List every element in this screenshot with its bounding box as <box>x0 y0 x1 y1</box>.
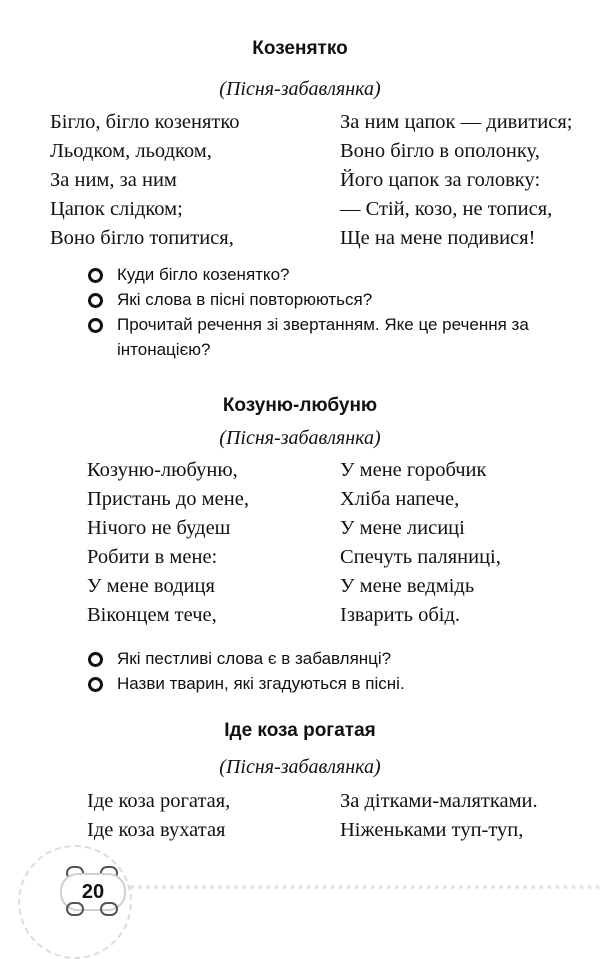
circle-bullet-icon <box>88 677 103 692</box>
verse-line: Бігло, бігло козенятко <box>50 111 240 133</box>
section-3-left-column <box>87 787 230 845</box>
verse-line: Ніженьками туп-туп, <box>340 819 524 841</box>
verse-line: Льодком, льодком, <box>50 140 212 162</box>
ring-icon <box>100 902 118 916</box>
verse-line: У мене горобчик <box>340 459 487 481</box>
verse-line: Пристань до мене, <box>87 488 249 510</box>
circle-bullet-icon <box>88 652 103 667</box>
verse-line: Ще на мене подивися! <box>340 227 536 249</box>
question-item: Куди бігло козенятко? <box>85 262 590 287</box>
verse-line: Спечуть паляниці, <box>340 546 501 568</box>
verse-line: У мене лисиці <box>340 517 465 539</box>
ring-icon <box>66 902 84 916</box>
decorative-dotted-line <box>130 885 600 889</box>
section-1-subtitle: (Пісня-забавлянка) <box>219 78 381 100</box>
section-2-right-column <box>340 456 501 630</box>
verse-line: — Стій, козо, не топися, <box>340 198 553 220</box>
section-3-subtitle: (Пісня-забавлянка) <box>219 756 381 778</box>
section-3-right-column <box>340 787 538 845</box>
verse-line: У мене ведмідь <box>340 575 475 597</box>
section-1-title: Козенятко <box>252 38 348 59</box>
section-2-title: Козуню-любуню <box>222 395 378 416</box>
section-1-right-column <box>340 108 572 253</box>
section-1-questions <box>85 262 590 362</box>
question-item: Які пестливі слова є в забавлянці? <box>85 646 590 671</box>
verse-line: Нічого не будеш <box>87 517 231 539</box>
section-2-questions <box>85 646 590 696</box>
section-1-left-column <box>50 108 240 253</box>
circle-bullet-icon <box>88 318 103 333</box>
verse-line: За ним цапок — дивитися; <box>340 111 573 133</box>
verse-line: За ним, за ним <box>50 169 177 191</box>
question-item: Які слова в пісні повторюються? <box>85 287 590 312</box>
verse-line: Козуню-любуню, <box>87 459 238 481</box>
verse-line: Ізварить обід. <box>340 604 461 626</box>
page-number: 20 <box>60 873 126 911</box>
section-3-title: Іде коза рогатая <box>224 720 376 741</box>
verse-line: За дітками-малятками. <box>340 790 538 812</box>
verse-line: Робити в мене: <box>87 546 218 568</box>
verse-line: Воно бігло в ополонку, <box>340 140 540 162</box>
question-item: Назви тварин, які згадуються в пісні. <box>85 671 590 696</box>
circle-bullet-icon <box>88 293 103 308</box>
section-2-subtitle: (Пісня-забавлянка) <box>219 427 381 449</box>
verse-line: Хліба напече, <box>340 488 460 510</box>
verse-line: Цапок слідком; <box>50 198 183 220</box>
question-item: Прочитай речення зі звертанням. Яке це речення за інтонацією? <box>85 312 590 362</box>
verse-line: У мене водиця <box>87 575 215 597</box>
verse-line: Іде коза вухатая <box>87 819 226 841</box>
circle-bullet-icon <box>88 268 103 283</box>
verse-line: Віконцем тече, <box>87 604 217 626</box>
verse-line: Його цапок за головку: <box>340 169 541 191</box>
verse-line: Іде коза рогатая, <box>87 790 231 812</box>
section-2-left-column <box>87 456 249 630</box>
verse-line: Воно бігло топитися, <box>50 227 234 249</box>
